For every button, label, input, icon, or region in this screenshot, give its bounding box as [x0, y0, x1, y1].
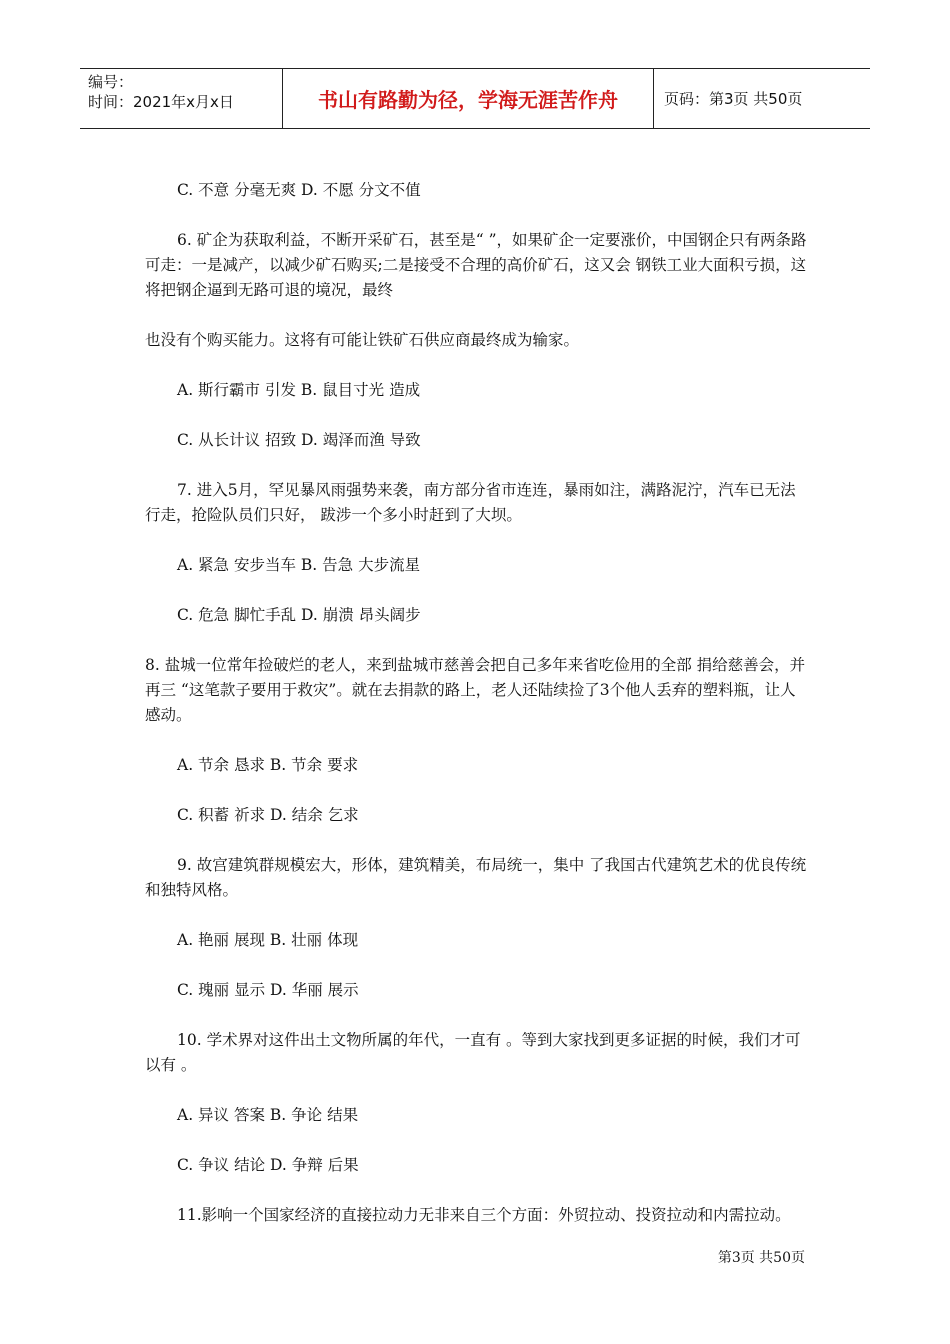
- page-footer: 第3页 共50页: [717, 1250, 805, 1266]
- header-motto: 书山有路勤为径，学海无涯苦作舟: [282, 69, 654, 128]
- paragraph: A. 异议 答案 B. 争论 结果: [177, 1106, 359, 1124]
- paragraph: 10. 学术界对这件出土文物所属的年代，一直有 。等到大家找到更多证据的时候，我们才可以有 。: [145, 1031, 801, 1074]
- serial-label: 编号：: [88, 73, 134, 91]
- paragraph: 8. 盐城一位常年捡破烂的老人，来到盐城市慈善会把自己多年来省吃俭用的全部 捐给慈善会，并再三 “这笔款子要用于救灾”。就在去捐款的路上，老人还陆续捡了3个他人丢弃的塑料瓶，让人感动。: [145, 656, 806, 724]
- paragraph: A. 紧急 安步当车 B. 告急 大步流星: [177, 556, 421, 574]
- header-info: [80, 69, 282, 128]
- paragraph: C. 从长计议 招致 D. 竭泽而渔 导致: [177, 431, 421, 449]
- page-header: [80, 68, 870, 129]
- paragraph: 6. 矿企为获取利益，不断开采矿石，甚至是“ ”，如果矿企一定要涨价，中国钢企只有两条路可走：一是减产，以减少矿石购买;二是接受不合理的高价矿石，这又会 钢铁工业大面积亏损，这将把钢企逼到无路可退的境况，最终: [145, 231, 807, 299]
- time-label: 时间：2021年x月x日: [88, 93, 234, 111]
- document-body: [145, 178, 810, 1228]
- paragraph: 7. 进入5月，罕见暴风雨强势来袭，南方部分省市连连，暴雨如注，满路泥泞，汽车已无法行走，抢险队员们只好， 跋涉一个多小时赶到了大坝。: [145, 481, 796, 524]
- paragraph: C. 积蓄 祈求 D. 结余 乞求: [177, 806, 359, 824]
- paragraph: A. 斯行霸市 引发 B. 鼠目寸光 造成: [177, 381, 421, 399]
- paragraph: 11.影响一个国家经济的直接拉动力无非来自三个方面：外贸拉动、投资拉动和内需拉动。: [177, 1206, 791, 1224]
- paragraph: A. 节余 恳求 B. 节余 要求: [177, 756, 359, 774]
- paragraph: A. 艳丽 展现 B. 壮丽 体现: [177, 931, 359, 949]
- paragraph: 也没有个购买能力。这将有可能让铁矿石供应商最终成为输家。: [145, 331, 580, 349]
- paragraph: C. 争议 结论 D. 争辩 后果: [177, 1156, 359, 1174]
- paragraph: 9. 故宫建筑群规模宏大，形体，建筑精美，布局统一，集中 了我国古代建筑艺术的优良传统和独特风格。: [145, 856, 807, 899]
- header-page-label: 页码：第3页 共50页: [664, 90, 803, 108]
- paragraph: C. 危急 脚忙手乱 D. 崩溃 昂头阔步: [177, 606, 421, 624]
- paragraph: C. 不意 分毫无爽 D. 不愿 分文不值: [177, 181, 421, 199]
- paragraph: C. 瑰丽 显示 D. 华丽 展示: [177, 981, 359, 999]
